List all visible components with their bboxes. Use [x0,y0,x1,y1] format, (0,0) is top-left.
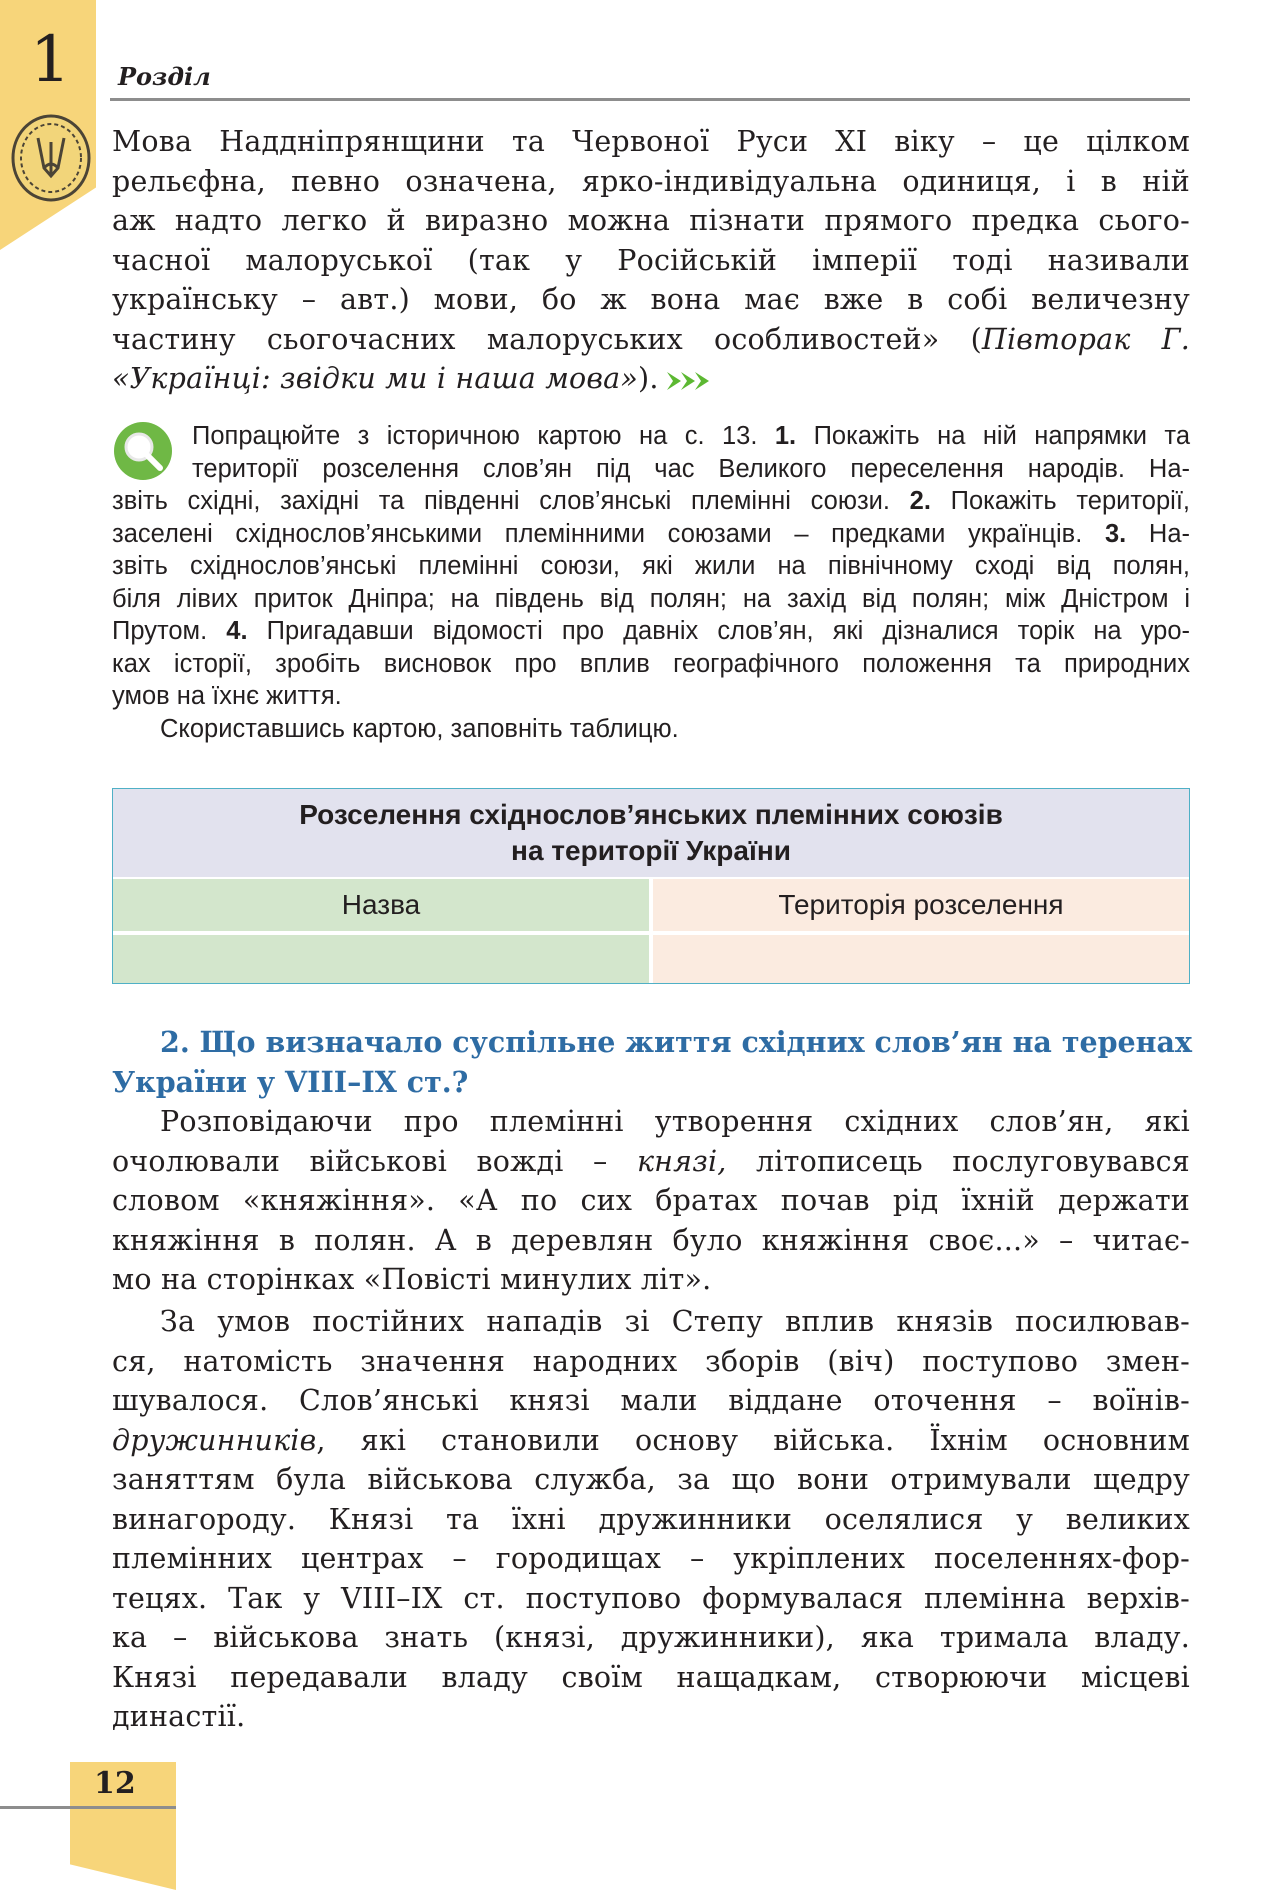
task-text: Пригадавши відомості про давніх слов’ян, які дізналися торік на уро- [247,617,1191,645]
table-title-line: на території України [511,835,791,866]
task-line [112,518,1190,551]
paragraph-line: Розповідаючи про племінні утворення східних слов’ян, які [160,1105,1190,1138]
paragraph-text: очолювали військові вожді – [112,1144,637,1178]
task-line [112,420,1190,453]
task-number: 1. [774,422,797,450]
paragraph-line: племінних центрах – городищах – укріплених поселеннях-фор- [112,1542,1190,1575]
quote-paragraph [112,122,1190,399]
paragraph-line [112,1421,1190,1461]
table-cell-name[interactable] [113,935,649,983]
task-line [112,485,1190,518]
heading-line: України у VIII–IX ст.? [112,1065,469,1099]
paragraph-line: княжіння в полян. А в деревлян було княжіння своє...» – читає- [112,1223,1190,1257]
paragraph-line: ся, натомість значення народних зборів (віч) поступово змен- [112,1344,1190,1378]
section-label: Розділ [118,62,211,91]
paragraph-line: мо на сторінках «Повісті минулих літ». [112,1263,712,1296]
quote-line: аж надто легко й виразно можна пізнати прямого предка сього- [112,204,1190,237]
page-number: 12 [94,1766,136,1801]
task-line: умов на їхнє життя. [112,682,342,710]
paragraph-line: ка – військова знать (князі, дружинники), яка тримала владу. [112,1621,1190,1654]
paragraph-line: династії. [112,1700,246,1733]
quote-line: Мова Наддніпрянщини та Червоної Руси XI віку – це цілком [112,125,1190,158]
quote-line [112,359,1190,399]
paragraph-line: Князі передавали владу своїм нащадкам, створюючи місцеві [112,1660,1190,1694]
paragraph-text: , які становили основу війська. Їхнім основним [316,1423,1190,1457]
task-text: заселені східнослов’янськими племінними союзами – предками українців. [112,519,1105,548]
settlement-table [112,788,1190,984]
task-text: Прутом. [112,617,227,645]
quote-source-title: «Українці: звідки ми і наша мова» [112,362,639,395]
paragraph-line [112,1142,1190,1182]
table-header-territory: Територія розселення [653,879,1189,931]
task-text: Покажіть території, [930,487,1190,515]
task-number: 4. [226,617,248,645]
paragraph-line: тецях. Так у VIII–IX ст. поступово формувалася племінна верхів- [112,1581,1190,1615]
paragraph-text: літописець послуговувався [726,1144,1190,1178]
task-text: Попрацюйте з історичною картою на с. 13. [192,422,775,450]
table-cell-territory[interactable] [653,935,1189,983]
term-emphasis: князі, [636,1144,727,1178]
task-line: території розселення слов’ян під час Великого переселення народів. На- [192,454,1190,483]
section-heading [112,1022,1190,1102]
header-rule [110,98,1190,101]
task-line: ках історії, зробіть висновок про вплив географічного положення та природних [112,649,1190,678]
chapter-number: 1 [30,23,71,97]
term-emphasis: дружинників [112,1423,317,1457]
task-line: біля лівих приток Дніпра; на південь від полян; на захід від полян; між Дністром і [112,584,1190,613]
paragraph-line: словом «княжіння». «А по сих братах почав рід їхній держати [112,1184,1190,1217]
quote-line [112,320,1190,360]
task-text: На- [1126,519,1190,548]
paragraph-line: винагороду. Князі та їхні дружинники оселялися у великих [112,1502,1190,1536]
body-paragraph [112,1102,1190,1300]
footer-rule [0,1806,176,1809]
task-text: Покажіть на ній напрямки та [796,422,1190,450]
task-line: звіть східнослов’янські племінні союзи, які жили на північному сході від полян, [112,552,1190,580]
double-arrow-icon [665,370,713,392]
quote-source-author: Півторак Г. [981,322,1190,356]
coin-icon [8,112,94,204]
table-title-line: Розселення східнослов’янських племінних союзів [299,799,1003,830]
heading-line: 2. Що визначало суспільне життя східних слов’ян на теренах [160,1025,1192,1059]
body-paragraph [112,1302,1190,1737]
paragraph-line: шувалося. Слов’янські князі мали віддане оточення – воїнів- [112,1384,1190,1417]
quote-line: рельєфна, певно означена, ярко-індивідуальна одиниця, і в ній [112,164,1190,198]
quote-line-text: частину сьогочасних малоруських особливостей» ( [112,322,982,356]
paragraph-line: заняттям була військова служба, за що вони отримували щедру [112,1463,1190,1496]
table-title [113,789,1189,877]
task-number: 3. [1104,519,1127,548]
paragraph-line: За умов постійних нападів зі Степу вплив князів посилював- [160,1305,1190,1338]
task-text: звіть східні, західні та південні слов’янські племінні союзи. [112,487,910,515]
task-line: Скориставшись картою, заповніть таблицю. [160,714,679,743]
task-number: 2. [909,487,931,515]
quote-closing: ). [638,362,659,395]
table-header-name: Назва [113,879,649,931]
task-block [112,420,1190,745]
quote-line: українську – авт.) мови, бо ж вона має вже в собі величезну [112,283,1190,316]
task-line [112,615,1190,648]
quote-line: часної малоруської (так у Російській імперії тоді називали [112,243,1190,277]
